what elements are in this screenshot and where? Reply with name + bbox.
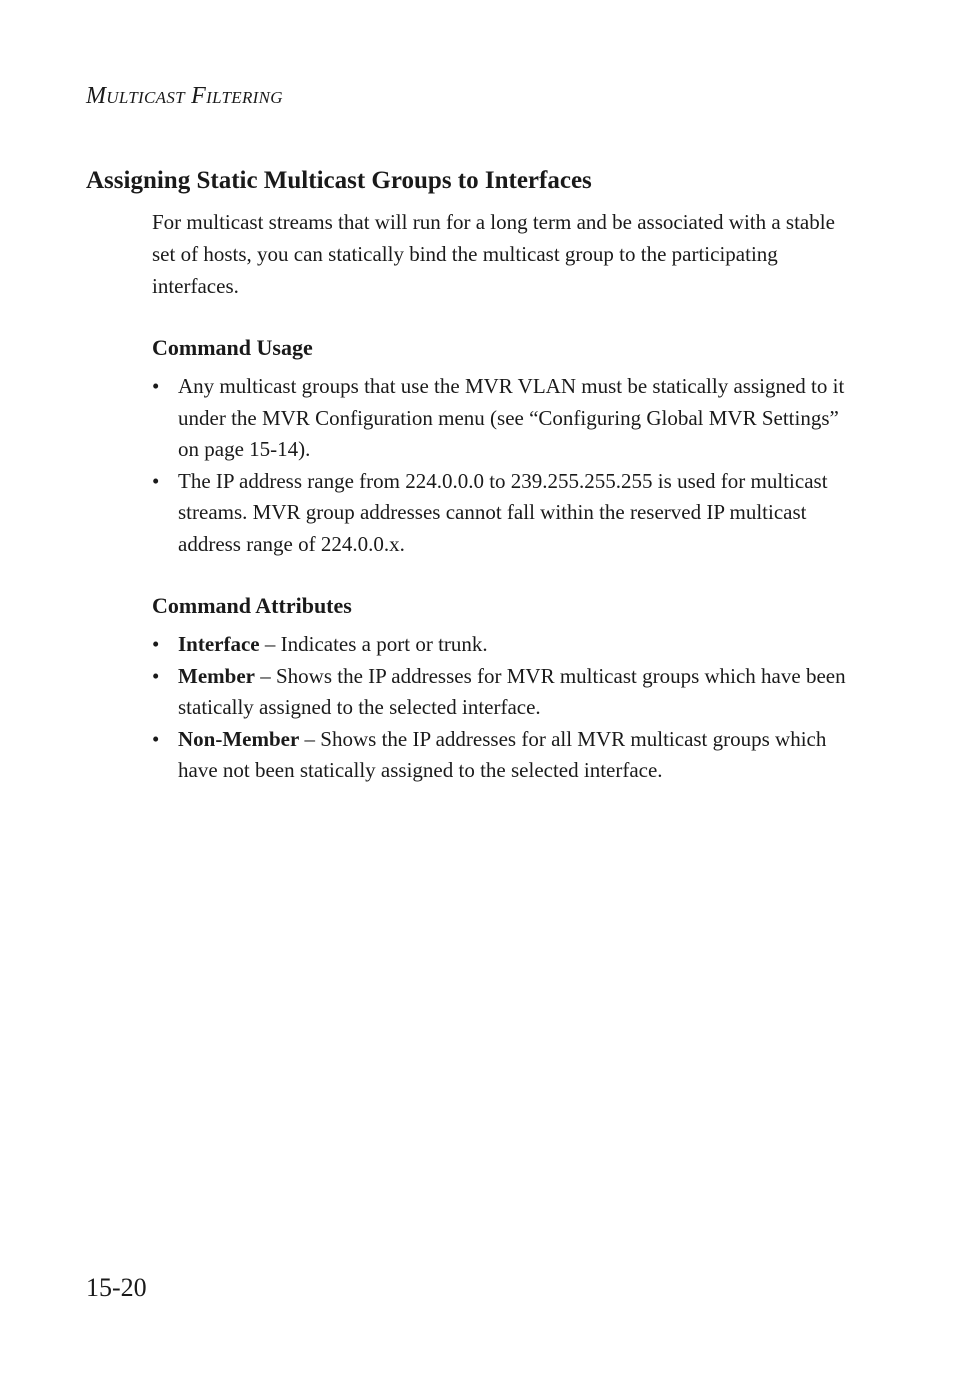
bullet-icon: •: [152, 632, 160, 656]
attribute-description: – Indicates a port or trunk.: [259, 632, 488, 656]
usage-item-text: The IP address range from 224.0.0.0 to 239.255.255.255 is used for multicast streams. MVR group addresses cannot fall within the reserved IP multicast address range of 224.0.0.x.: [178, 468, 828, 556]
running-header: Multicast Filtering: [86, 83, 283, 109]
bullet-icon: •: [152, 468, 160, 493]
attribute-term: Non-Member: [178, 726, 300, 751]
section-heading: Assigning Static Multicast Groups to Interfaces: [86, 167, 592, 194]
list-item: [152, 629, 852, 661]
bullet-icon: •: [152, 663, 160, 688]
list-item: [152, 661, 852, 724]
list-item: [152, 371, 852, 466]
intro-paragraph: For multicast streams that will run for a long term and be associated with a stable set of hosts, you can statically bind the multicast group to the participating interfaces.: [152, 210, 835, 298]
command-usage-heading: Command Usage: [152, 335, 313, 360]
list-item: [152, 724, 852, 787]
attribute-term: Interface: [178, 632, 260, 656]
attribute-description: – Shows the IP addresses for MVR multicast groups which have been statically assigned to the selected interface.: [178, 663, 846, 719]
attribute-description: – Shows the IP addresses for all MVR multicast groups which have not been statically assigned to the selected interface.: [178, 726, 827, 782]
command-attributes-list: [152, 629, 852, 787]
bullet-icon: •: [152, 374, 160, 398]
page-number: 15-20: [86, 1273, 147, 1302]
attribute-term: Member: [178, 663, 255, 688]
command-attributes-heading: Command Attributes: [152, 593, 352, 618]
command-usage-list: [152, 371, 852, 560]
usage-item-text: Any multicast groups that use the MVR VLAN must be statically assigned to it under the MVR Configuration menu (see “Configuring Global MVR Settings” on page 15-14).: [178, 374, 845, 461]
bullet-icon: •: [152, 726, 160, 751]
list-item: [152, 466, 852, 561]
